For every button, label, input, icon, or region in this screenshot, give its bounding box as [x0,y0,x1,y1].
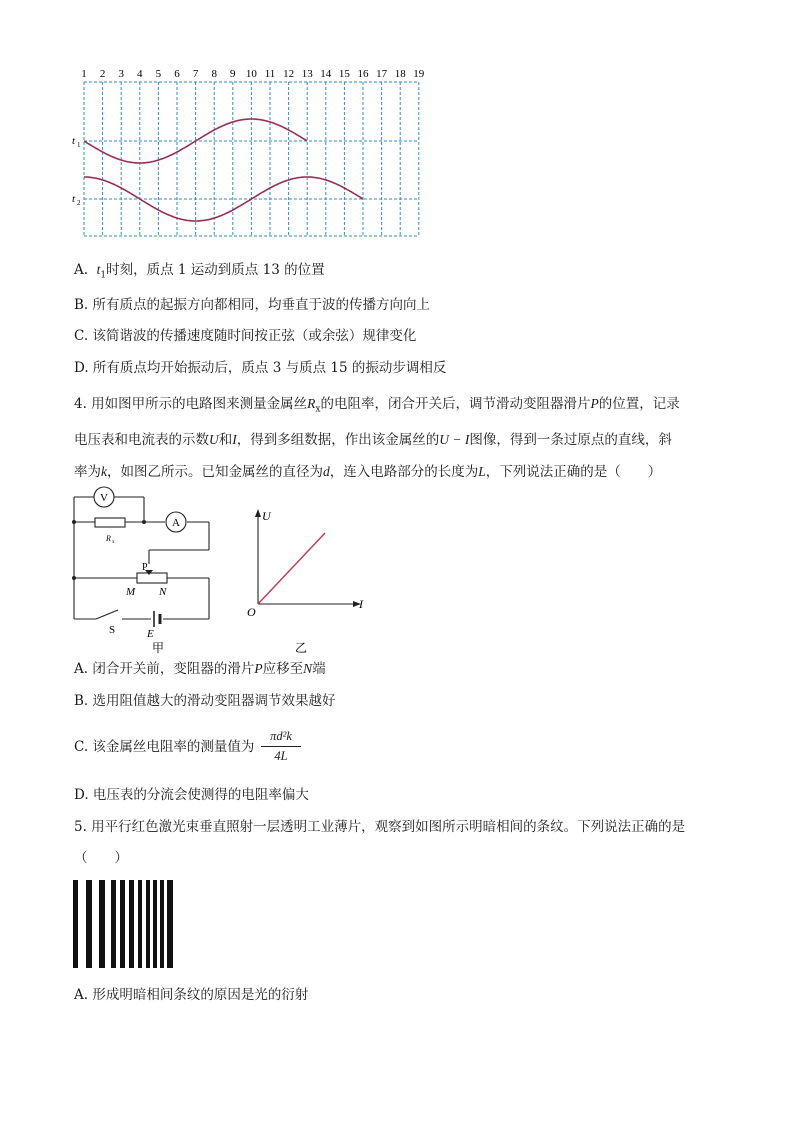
q5-stem-line2: （ ） [74,850,128,866]
q5-option-a: A. 形成明暗相间条纹的原因是光的衍射 [74,987,309,1003]
point-number-7: 7 [192,68,199,80]
point-number-5: 5 [155,68,162,80]
u-axis-label: U [262,509,271,523]
n-label: N [159,586,167,598]
graph-caption: 乙 [295,641,308,655]
point-number-2: 2 [99,68,106,80]
point-number-11: 11 [264,68,276,80]
t2-subscript: 2 [77,199,81,207]
point-number-18: 18 [394,68,406,80]
ui-line [258,533,325,604]
t2-label: t [72,193,76,205]
origin-label: O [247,605,256,619]
u-axis-arrow-icon [255,509,261,517]
rx-label: R [106,534,111,543]
point-number-14: 14 [320,68,332,80]
slider-p-label: P [142,562,148,573]
battery-e-label: E [147,628,154,640]
q4-stem-line3: 率为k，如图乙所示。已知金属丝的直径为d，连入电路部分的长度为L，下列说法正确的是（ ） [74,464,662,480]
voltmeter-label: V [100,492,108,504]
point-number-15: 15 [338,68,350,80]
option-a-prefix: A. [74,262,89,278]
q3-option-a [74,260,325,286]
option-a-var: t [96,262,101,277]
point-number-10: 10 [245,68,257,80]
rx-subscript: x [112,540,115,545]
point-number-labels [81,68,425,80]
ui-graph [244,500,374,660]
wave-figure [70,62,440,242]
point-number-13: 13 [301,68,313,80]
point-number-3: 3 [118,68,124,80]
circuit-diagram [66,484,226,656]
point-number-19: 19 [413,68,425,80]
point-number-4: 4 [137,68,143,80]
ammeter-label: A [172,517,180,529]
q4-option-c: C. 该金属丝电阻率的测量值为 [74,739,255,755]
q5-stem-line1: 5. 用平行红色激光束垂直照射一层透明工业薄片，观察到如图所示明暗相间的条纹。下列说法正确的是 [74,819,686,835]
circuit-caption: 甲 [152,641,165,655]
wave-t1 [84,119,307,163]
m-label: M [126,586,136,598]
t1-label: t [72,135,76,147]
q4-stem-line1: 4. 用如图甲所示的电路图来测量金属丝$R_x$的电阻率，闭合开关后，调节滑动变阻器滑片P的位置，记录 [74,396,680,415]
point-number-6: 6 [174,68,180,80]
q4-option-a: A. 闭合开关前，变阻器的滑片P应移至N端 [74,661,326,677]
q3-option-d: D. 所有质点均开始振动后，质点 3 与质点 15 的振动步调相反 [74,360,447,376]
resistivity-fraction: πd²k 4L [261,728,301,765]
point-number-16: 16 [357,68,369,80]
option-a-text: 时刻，质点 1 运动到质点 13 的位置 [106,262,325,278]
q4-option-b: B. 选用阻值越大的滑动变阻器调节效果越好 [74,693,336,709]
dashed-grid [84,82,419,236]
point-number-17: 17 [376,68,388,80]
point-number-12: 12 [283,68,295,80]
q3-option-c: C. 该简谐波的传播速度随时间按正弦（或余弦）规律变化 [74,328,417,344]
q4-stem-line2: 电压表和电流表的示数U和I，得到多组数据，作出该金属丝的U − I图像，得到一条过原点的直线，斜 [74,432,672,448]
switch-s-label: S [109,624,116,636]
option-a-sub: 1 [100,270,107,281]
t1-subscript: 1 [77,141,81,149]
point-number-8: 8 [211,68,217,80]
q3-option-b: B. 所有质点的起振方向都相同，均垂直于波的传播方向向上 [74,297,431,313]
fringe-pattern-image [73,880,177,970]
point-number-1: 1 [81,68,87,80]
point-number-9: 9 [230,68,236,80]
q4-option-d: D. 电压表的分流会使测得的电阻率偏大 [74,787,309,803]
i-axis-label: I [359,597,363,611]
